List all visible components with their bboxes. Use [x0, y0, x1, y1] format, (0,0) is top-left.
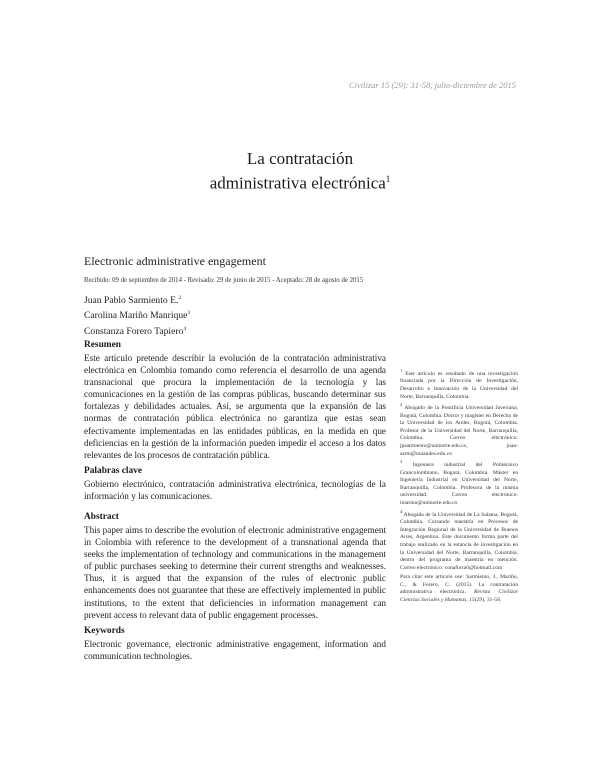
resumen-text: Este artículo pretende describir la evolución de la contratación administrativa electrónica en Colombia tomando como referencia el desarrollo de una agenda transnacional que procura la implementación de la tecnología y las comunicaciones en la gestión de las compras públicas, buscando determinar sus fortalezas y debilidades actuales. Así, se argumenta que la expansión de las normas de contratación pública electrónica no garantiza que estas sean efectivamente implementadas en las entidades públicas, en la medida en que deficiencias en la gestión de la información pueden impedir el acceso a los datos relevantes de los procesos de contratación pública.	[84, 353, 386, 460]
author: Juan Pablo Sarmiento E.$^2$	[84, 295, 182, 307]
english-title: Electronic administrative engagement	[84, 254, 266, 268]
resumen-section	[84, 340, 386, 461]
citation-note: Para citar este artículo use: Sarmiento, J., Mariño, C., & Forero, C. (2015). La contratación administrativa electrónica. Revista Civilizar Ciencias Sociales y Humanas, 15(29), 31-58.	[400, 574, 518, 604]
submission-dates: Recibido: 09 de septiembre de 2014 - Revisado: 29 de junio de 2015 - Aceptado: 28 de agosto de 2015	[84, 277, 364, 284]
abstract-text: This paper aims to describe the evolution of electronic administrative engagement in Colombia with reference to the development of a transnational agenda that seeks the implementation of technology and communications in the management of public purchases seeking to determine their current strengths and weaknesses. Thus, it is argued that the expansion of the rules of electronic public enhancements does not guarantee that these are effectively implemented in public institutions, to the extent that deficiencies in information management can prevent access to relevant data of public engagement processes.	[84, 525, 386, 620]
palabras-clave-text: Gobierno electrónico, contratación administrativa electrónica, tecnologías de la información y las comunicaciones.	[84, 479, 386, 502]
footnotes-column	[400, 367, 518, 605]
author: Constanza Forero Tapiero$^4$	[84, 325, 187, 337]
author-footnote-ref[interactable]: 4	[183, 325, 187, 332]
title-line-2: administrativa electrónica$^1$	[209, 173, 391, 193]
author-footnote-ref[interactable]: 2	[178, 295, 182, 301]
footnote: $^3$ Ingeniera industrial del Politécnico Grancolombiano, Bogotá, Colombia. Máster en Ingeniería Industrial en Universidad del Norte, Barranquilla, Colombia. Profesora de la misma universidad. Correo electrónico: imarino@uninorte.edu.co	[400, 459, 518, 507]
palabras-clave-heading: Palabras clave	[84, 466, 143, 476]
resumen-heading: Resumen	[84, 340, 121, 350]
running-header: Civilizar 15 (29): 31-58, julio-diciembre de 2015	[348, 80, 516, 90]
keywords-text: Electronic governance, electronic administrative engagement, information and communication technologies.	[84, 639, 386, 662]
author-list	[84, 292, 190, 338]
abstract-heading: Abstract	[84, 512, 119, 522]
footnote: $^4$ Abogada de la Universidad de La Sabana, Bogotá, Colombia. Cursando maestría en Procesos de Integración Regional de la Universidad de Buenos Aires, Argentina. Este documento forma parte del trabajo realizado en la estancia de investigación en la Universidad del Norte, Barranquilla, Colombia, dentro del programa de maestría en mención. Correo electrónico: conaforra6@hotmail.com	[400, 508, 518, 571]
abstract-section	[84, 512, 386, 621]
footnote: $^1$ Este artículo es resultado de una investigación financiada por la Dirección de Investigación, Desarrollo e Innovación de la Universidad del Norte, Barranquilla, Colombia.	[400, 368, 519, 400]
keywords-heading: Keywords	[84, 626, 125, 636]
author-footnote-ref[interactable]: 3	[187, 310, 191, 317]
palabras-clave-section	[84, 466, 386, 502]
author: Carolina Mariño Manrique$^3$	[84, 310, 191, 322]
keywords-section	[84, 626, 386, 662]
title-line-1: La contratación	[246, 149, 354, 168]
footnote: $^2$ Abogado de la Pontificia Universidad Javeriana, Bogotá, Colombia. Doctor y magíster en Derecho de la Universidad de los Andes, Bogotá, Colombia. Profesor de la Universidad del Norte, Barranquilla, Colombia. Correo electrónico: jpsarmiento@uninorte.edu.co, juan-sarm@uniandes.edu.co	[400, 402, 518, 457]
article-title	[84, 148, 516, 194]
title-footnote-ref[interactable]: 1	[385, 174, 391, 184]
